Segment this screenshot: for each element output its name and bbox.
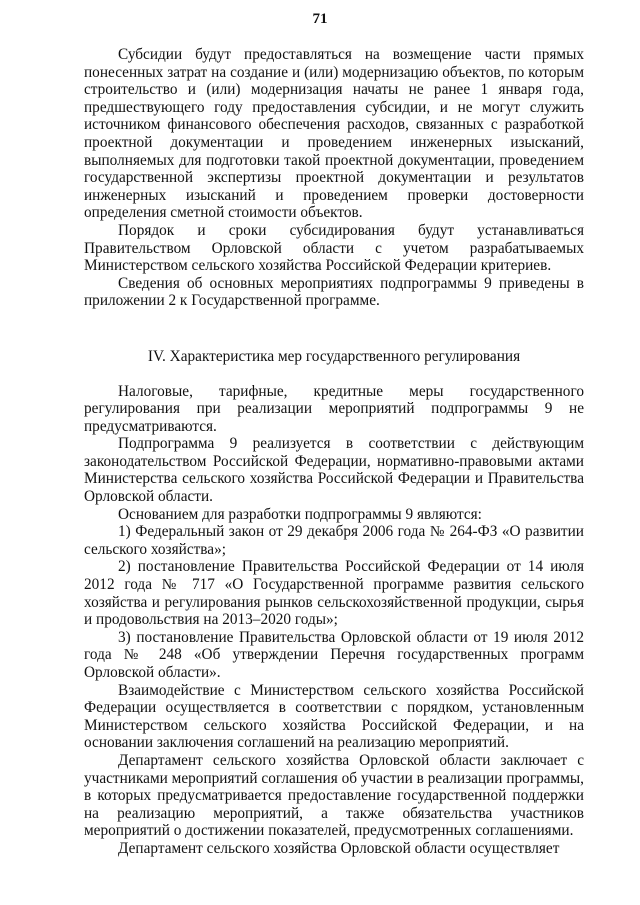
paragraph-regulation-measures: Налоговые, тарифные, кредитные меры государственного регулирования при реализации мероприятий подпрограммы 9 не предусматриваются. xyxy=(84,382,584,435)
paragraph-subsidy-procedure: Порядок и сроки субсидирования будут устанавливаться Правительством Орловской области с учетом разрабатываемых Министерством сельского хозяйства Российской Федерации критериев. xyxy=(84,221,584,275)
paragraph-basis-intro: Основанием для разработки подпрограммы 9 являются: xyxy=(118,505,482,523)
document-body xyxy=(84,46,584,858)
paragraph-legal-basis: Подпрограмма 9 реализуется в соответствии с действующим законодательством Российской Федерации, нормативно-правовыми актами Министерства сельского хозяйства Российской Федерации и Правительства Орловской области. xyxy=(84,435,584,506)
list-item-government-resolution: 2) постановление Правительства Российской Федерации от 14 июля 2012 года № 717 «О Государственной программе развития сельского хозяйства и регулирования рынков сельскохозяйственной продукции, сырья и продовольствия на 2013–2020 годы»; xyxy=(84,558,584,629)
paragraph-subsidies: Субсидии будут предоставляться на возмещение части прямых понесенных затрат на создание и (или) модернизацию объектов, по которым строительство и (или) модернизация начаты не ранее 1 января года, предшествующего году предоставления субсидии, и не могут служить источником финансового обеспечения расходов, связанных с разработкой проектной документации и проведением инженерных изысканий, выполняемых для подготовки такой проектной документации, проведением государственной экспертизы проектной документации и результатов инженерных изысканий и проведением проверки достоверности определения сметной стоимости объектов. xyxy=(84,46,584,222)
page-number: 71 xyxy=(312,11,328,27)
paragraph-main-activities: Сведения об основных мероприятиях подпрограммы 9 приведены в приложении 2 к Государственной программе. xyxy=(84,274,584,310)
paragraph-department-oversight: Департамент сельского хозяйства Орловской области осуществляет xyxy=(118,839,560,857)
list-item-federal-law: 1) Федеральный закон от 29 декабря 2006 года № 264-ФЗ «О развитии сельского хозяйства»; xyxy=(84,523,584,558)
paragraph-agreements: Департамент сельского хозяйства Орловской области заключает с участниками мероприятий соглашения об участии в реализации программы, в которых предусматривается предоставление государственной поддержки на реализацию мероприятий, а также обязательства участников мероприятий о достижении показателей, предусмотренных соглашениями. xyxy=(84,751,584,840)
paragraph-interaction: Взаимодействие с Министерством сельского хозяйства Российской Федерации осуществляется в соответствии с порядком, установленным Министерством сельского хозяйства Российской Федерации, и на основании заключения соглашений на реализацию мероприятий. xyxy=(84,681,584,752)
list-item-orel-resolution: 3) постановление Правительства Орловской области от 19 июля 2012 года № 248 «Об утверждении Перечня государственных программ Орловской области». xyxy=(84,628,584,681)
section-heading-regulation-measures: IV. Характеристика мер государственного регулирования xyxy=(147,347,521,365)
